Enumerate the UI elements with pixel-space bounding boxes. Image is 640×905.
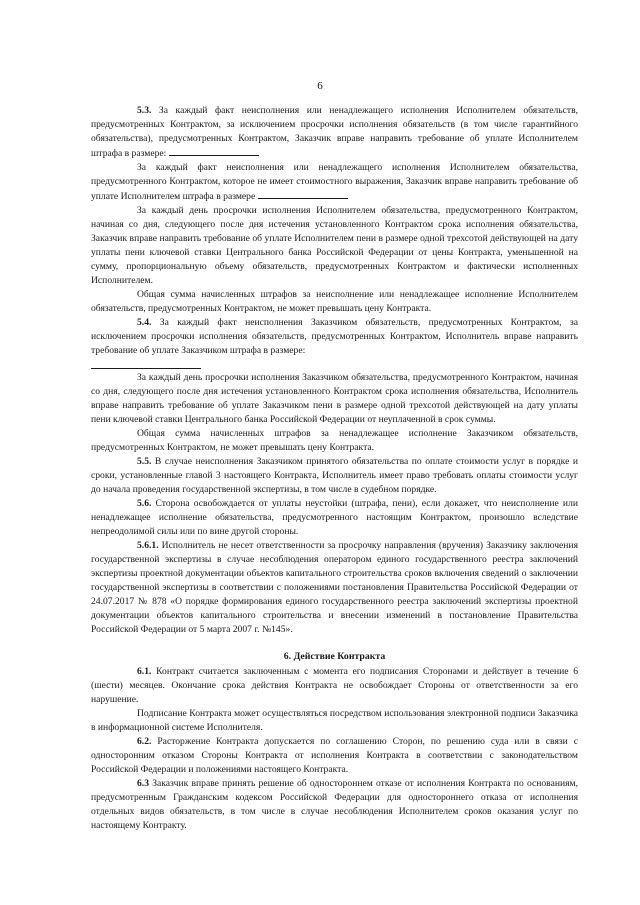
clause-6-1	[91, 665, 578, 707]
blank-fill-line	[169, 146, 259, 156]
clause-6-2	[91, 735, 578, 777]
clause-text: За каждый факт неисполнения или ненадлежащего исполнения Исполнителем обязательства, предусмотренного Контрактом, которое не имеет стоимостного выражения, Заказчик вправе направить требование об уплате Исполнителем штрафа в размере	[91, 162, 578, 202]
clause-text: За каждый факт неисполнения Заказчиком обязательств, предусмотренных Контрактом, за исключением просрочки исполнения обязательств, предусмотренных Контрактом, Исполнитель вправе направить требование об уплате Заказчиком штрафа в размере:	[91, 317, 578, 356]
clause-text: Заказчик вправе принять решение об одностороннем отказе от исполнения Контракта по основаниям, предусмотренным Гражданским кодексом Российской Федерации для одностороннего отказа от исполнения отдельных видов обязательств, в том числе в случае несоблюдения Исполнителем сроков оказания услуг по настоящему Контракту.	[91, 778, 578, 831]
clause-number: 5.4.	[137, 317, 152, 328]
clause-number: 5.6.1.	[137, 540, 159, 551]
clause-5-4-daily-penalty	[91, 371, 578, 427]
section-heading: 6. Действие Контракта	[283, 651, 386, 662]
clause-6-3	[91, 777, 578, 833]
clause-text: За каждый день просрочки исполнения Исполнителем обязательства, предусмотренного Контрактом, начиная со дня, следующего после дня истечения установленного Контрактом срока исполнения обязательства, Заказчик вправе направить требование об уплате Исполнителем пени в размере одной трехсотой действующей на дату уплаты пени ключевой ставки Центрального банка Российской Федерации от цены Контракта, уменьшенной на сумму, пропорциональную объему обязательств, предусмотренных Контрактом и фактически исполненных Исполнителем.	[91, 205, 578, 286]
clause-number: 6.1.	[137, 666, 152, 677]
clause-5-3	[91, 104, 578, 161]
clause-number: 6.3	[137, 778, 149, 789]
clause-number: 6.2.	[137, 736, 152, 747]
clause-5-4-total-penalty	[91, 427, 578, 455]
clause-text: Расторжение Контракта допускается по соглашению Сторон, по решению суда или в связи с односторонним отказом Стороны Контракта от исполнения Контракта в соответствии с законодательством Российской Федерации и положениями настоящего Контракта.	[91, 736, 578, 775]
clause-6-1-signature	[91, 707, 578, 735]
clause-5-3-penalty-non-value	[91, 161, 578, 204]
clause-5-3-total-penalty	[91, 288, 578, 316]
clause-5-3-daily-penalty	[91, 204, 578, 288]
clause-text: Общая сумма начисленных штрафов за неисполнение или ненадлежащее исполнение Исполнителем обязательств, предусмотренных Контрактом, не может превышать цену Контракта.	[91, 289, 578, 314]
clause-5-6	[91, 497, 578, 539]
clause-text: За каждый факт неисполнения или ненадлежащего исполнения Исполнителем обязательств, предусмотренных Контрактом, за исключением просрочки исполнения обязательств (в том числе гарантийного обязательства), предусмотренных Контрактом, Заказчик вправе направить требование об уплате Исполнителем штрафа в размере:	[91, 105, 578, 159]
clause-5-4	[91, 316, 578, 358]
clause-text: Подписание Контракта может осуществляться посредством использования электронной подписи Заказчика в информационной системе Исполнителя.	[91, 708, 578, 733]
clause-number: 5.5.	[137, 456, 152, 467]
clause-text: За каждый день просрочки исполнения Заказчиком обязательства, предусмотренного Контрактом, начиная со дня, следующего после дня истечения установленного Контрактом срока исполнения обязательства, Исполнитель вправе направить требование об уплате Заказчиком пени в размере одной трехсотой действующей на дату уплаты пени ключевой ставки Центрального банка Российской Федерации от неуплаченной в срок суммы.	[91, 372, 578, 425]
clause-text: Общая сумма начисленных штрафов за ненадлежащее исполнение Заказчиком обязательств, предусмотренных Контрактом, не может превышать цену Контракта.	[91, 428, 578, 453]
clause-number: 5.3.	[137, 105, 152, 116]
clause-text: В случае неисполнения Заказчиком принятого обязательства по оплате стоимости услуг в порядке и сроки, установленные главой 3 настоящего Контракта, Исполнитель имеет право требовать оплаты стоимости услуг до начала проведения государственной экспертизы, в том числе в судебном порядке.	[91, 456, 578, 495]
clause-5-6-1	[91, 539, 578, 637]
blank-fill-line	[258, 189, 348, 199]
blank-fill-line	[91, 358, 201, 369]
clause-text: Сторона освобождается от уплаты неустойки (штрафа, пени), если докажет, что неисполнение или ненадлежащее исполнение обязательства, предусмотренного настоящим Контрактом, произошло вследствие непреодолимой силы или по вине другой стороны.	[91, 498, 578, 537]
clause-text: Контракт считается заключенным с момента его подписания Сторонами и действует в течение 6 (шести) месяцев. Окончание срока действия Контракта не освобождает Стороны от ответственности за его нарушение.	[91, 666, 578, 705]
page-number: 6	[317, 80, 323, 92]
clause-5-5	[91, 455, 578, 497]
clause-text: Исполнитель не несет ответственности за просрочку направления (вручения) Заказчику заключения государственной экспертизы в случае несоблюдения оператором единого государственного реестра заключений экспертизы проектной документации объектов капитального строительства сроков включения сведений о заключении государственной экспертизы в соответствии с положениями постановления Правительства Российской Федерации от 24.07.2017 № 878 «О порядке формирования единого государственного реестра заключений экспертизы проектной документации объектов капитального строительства и внесении изменений в постановление Правительства Российской Федерации от 5 марта 2007 г. №145».	[91, 540, 578, 635]
clause-number: 5.6.	[137, 498, 152, 509]
document-body	[91, 104, 578, 833]
